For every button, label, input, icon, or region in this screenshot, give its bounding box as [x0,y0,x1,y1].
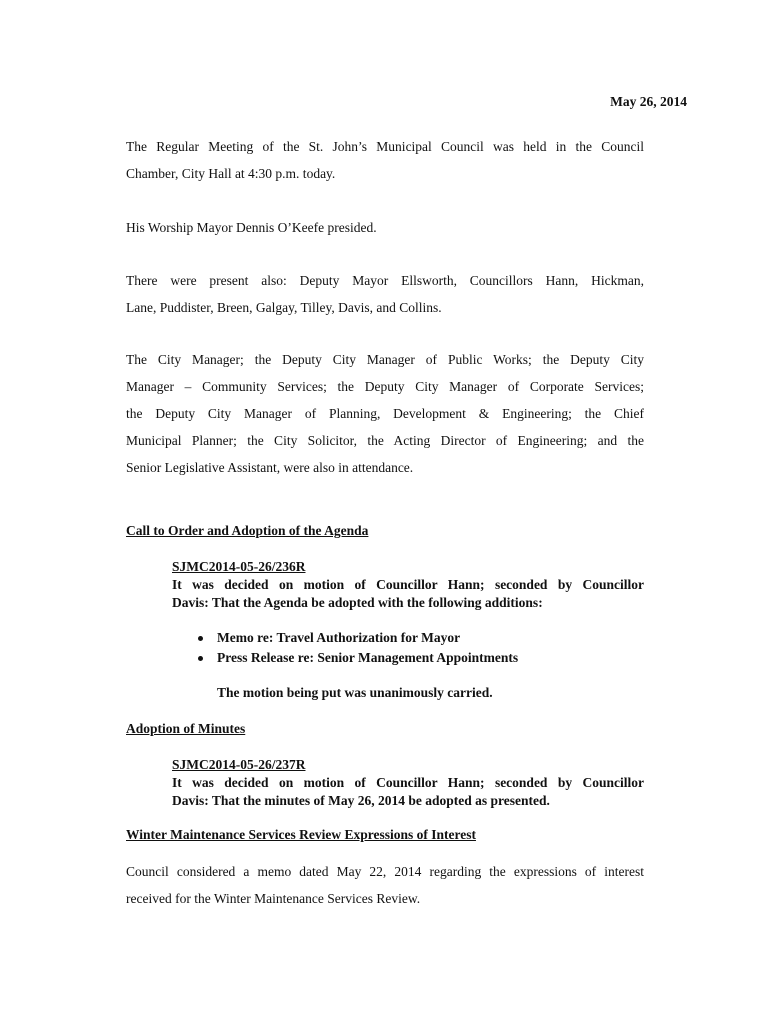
staff-line-5: Senior Legislative Assistant, were also in attendance. [126,460,414,475]
bullet-icon [198,636,203,641]
staff-line-1: The City Manager; the Deputy City Manager of Public Works; the Deputy City [126,352,644,367]
presided-line: His Worship Mayor Dennis O’Keefe presided. [126,220,377,235]
section-heading-minutes: Adoption of Minutes [126,721,246,736]
staff-line-4: Municipal Planner; the City Solicitor, the Acting Director of Engineering; and the [126,433,644,448]
bullet-item-2: Press Release re: Senior Management Appointments [217,650,519,665]
motion-236r-line-2: Davis: That the Agenda be adopted with the following additions: [172,595,543,610]
document-date: May 26, 2014 [610,94,687,109]
staff-line-2: Manager – Community Services; the Deputy City Manager of Corporate Services; [126,379,644,394]
bullet-icon [198,656,203,661]
present-line-2: Lane, Puddister, Breen, Galgay, Tilley, Davis, and Collins. [126,300,442,315]
winter-maintenance-line-2: received for the Winter Maintenance Services Review. [126,891,421,906]
present-line-1: There were present also: Deputy Mayor Ellsworth, Councillors Hann, Hickman, [126,273,644,288]
staff-line-3: the Deputy City Manager of Planning, Development & Engineering; the Chief [126,406,644,421]
motion-237r-line-2: Davis: That the minutes of May 26, 2014 be adopted as presented. [172,793,550,808]
bullet-item-1: Memo re: Travel Authorization for Mayor [217,630,461,645]
section-heading-agenda: Call to Order and Adoption of the Agenda [126,523,369,538]
intro-line-1: The Regular Meeting of the St. John’s Municipal Council was held in the Council [126,139,644,154]
motion-237r-line-1: It was decided on motion of Councillor Hann; seconded by Councillor [172,775,644,790]
section-heading-winter-maintenance: Winter Maintenance Services Review Expressions of Interest [126,827,476,842]
motion-id-237r: SJMC2014-05-26/237R [172,757,306,772]
intro-line-2: Chamber, City Hall at 4:30 p.m. today. [126,166,336,181]
motion-236r-result: The motion being put was unanimously carried. [217,685,493,700]
motion-id-236r: SJMC2014-05-26/236R [172,559,306,574]
winter-maintenance-line-1: Council considered a memo dated May 22, 2014 regarding the expressions of interest [126,864,644,879]
motion-236r-line-1: It was decided on motion of Councillor Hann; seconded by Councillor [172,577,644,592]
